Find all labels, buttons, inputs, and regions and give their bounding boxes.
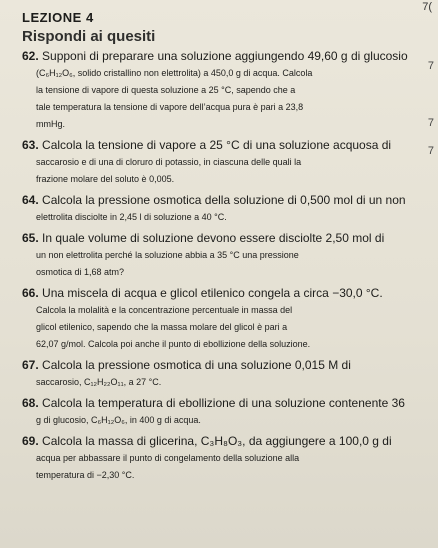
exercise-item bbox=[22, 395, 427, 429]
exercise-line: saccarosio, C₁₂H₂₂O₁₁, a 27 °C. bbox=[36, 377, 162, 387]
exercise-number: 66. bbox=[22, 286, 39, 300]
exercise-line: 68. Calcola la temperatura di ebollizione di una soluzione contenente 36 bbox=[22, 396, 405, 410]
exercise-number: 64. bbox=[22, 193, 39, 207]
margin-mark: 7 bbox=[427, 145, 434, 157]
exercise-item bbox=[22, 192, 427, 226]
exercise-line: 65. In quale volume di soluzione devono essere disciolte 2,50 mol di bbox=[22, 231, 385, 245]
exercise-line: (C₆H₁₂O₆, solido cristallino non elettrolita) a 450,0 g di acqua. Calcola bbox=[36, 68, 313, 78]
exercise-line: 63. Calcola la tensione di vapore a 25 °C di una soluzione acquosa di bbox=[22, 138, 392, 152]
margin-mark: 7 bbox=[427, 117, 434, 129]
exercise-line: la tensione di vapore di questa soluzione a 25 °C, sapendo che a bbox=[36, 85, 296, 95]
exercise-number: 63. bbox=[22, 138, 39, 152]
exercise-item bbox=[22, 230, 427, 281]
margin-mark: 7 bbox=[427, 60, 434, 72]
exercise-number: 65. bbox=[22, 231, 39, 245]
exercise-line: acqua per abbassare il punto di congelamento della soluzione alla bbox=[36, 453, 300, 463]
exercise-line: temperatura di −2,30 °C. bbox=[36, 470, 135, 480]
exercise-item bbox=[22, 285, 427, 353]
exercise-number: 62. bbox=[22, 49, 39, 63]
exercise-line: 62. Supponi di preparare una soluzione aggiungendo 49,60 g di glucosio bbox=[22, 49, 408, 63]
exercise-line: g di glucosio, C₆H₁₂O₆, in 400 g di acqua. bbox=[36, 415, 201, 425]
page-number-fragment: 7( bbox=[422, 1, 432, 13]
exercise-item bbox=[22, 433, 427, 484]
exercise-line: un non elettrolita perché la soluzione abbia a 35 °C una pressione bbox=[36, 250, 299, 260]
exercise-line: glicol etilenico, sapendo che la massa molare del glicol è pari a bbox=[36, 322, 288, 332]
exercise-item bbox=[22, 48, 427, 133]
exercise-line: frazione molare del soluto è 0,005. bbox=[36, 174, 175, 184]
exercise-line: 66. Una miscela di acqua e glicol etilenico congela a circa −30,0 °C. bbox=[22, 286, 383, 300]
exercise-number: 67. bbox=[22, 358, 39, 372]
exercise-line: mmHg. bbox=[36, 119, 65, 129]
exercise-number: 69. bbox=[22, 434, 39, 448]
section-title: Rispondi ai quesiti bbox=[22, 28, 156, 45]
exercise-number: 68. bbox=[22, 396, 39, 410]
exercise-line: Calcola la molalità e la concentrazione percentuale in massa del bbox=[36, 305, 293, 315]
exercise-item bbox=[22, 137, 427, 188]
exercise-list bbox=[22, 48, 427, 488]
exercise-line: tale temperatura la tensione di vapore dell’acqua pura è pari a 23,8 bbox=[36, 102, 304, 112]
exercise-item bbox=[22, 357, 427, 391]
exercise-line: elettrolita disciolte in 2,45 l di soluzione a 40 °C. bbox=[36, 212, 227, 222]
exercise-line: 62,07 g/mol. Calcola poi anche il punto di ebollizione della soluzione. bbox=[36, 339, 311, 349]
exercise-line: 67. Calcola la pressione osmotica di una soluzione 0,015 M di bbox=[22, 358, 351, 372]
exercise-line: osmotica di 1,68 atm? bbox=[36, 267, 125, 277]
exercise-line: 64. Calcola la pressione osmotica della soluzione di 0,500 mol di un non bbox=[22, 193, 406, 207]
chapter-label: LEZIONE 4 bbox=[22, 10, 94, 25]
exercise-line: 69. Calcola la massa di glicerina, C₃H₈O₃, da aggiungere a 100,0 g di bbox=[22, 434, 392, 448]
exercise-line: saccarosio e di una di cloruro di potassio, in ciascuna delle quali la bbox=[36, 157, 302, 167]
